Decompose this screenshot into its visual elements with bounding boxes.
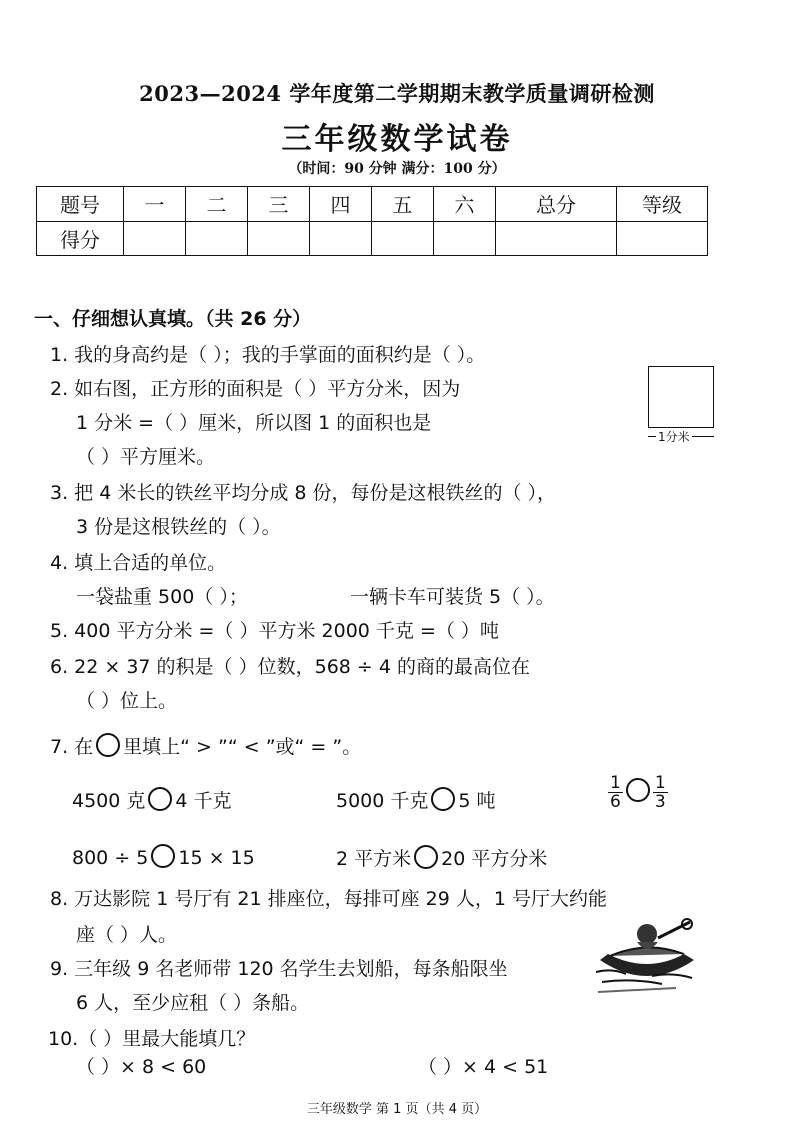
question-2-line-1: 2. 如右图，正方形的面积是（ ）平方分米，因为 — [50, 378, 461, 400]
score-header-cell: 等级 — [617, 187, 708, 222]
score-header-cell: 总分 — [495, 187, 616, 222]
page-footer: 三年级数学 第 1 页（共 4 页） — [306, 1102, 488, 1117]
question-7-lead: 7. 在 — [50, 736, 94, 758]
compare-4 — [72, 844, 255, 869]
question-6-line-1: 6. 22 × 37 的积是（ ）位数，568 ÷ 4 的商的最高位在 — [50, 656, 530, 678]
question-10-a: （ ）× 8 < 60 — [76, 1056, 207, 1078]
compare-1 — [72, 786, 232, 813]
question-9-line-1: 9. 三年级 9 名老师带 120 名学生去划船，每条船限坐 — [50, 958, 508, 980]
score-cell[interactable] — [309, 221, 371, 256]
question-8-line-1: 8. 万达影院 1 号厅有 21 排座位，每排可座 29 人，1 号厅大约能 — [50, 888, 607, 910]
score-cell[interactable] — [617, 221, 708, 256]
question-4-b: 一辆卡车可装货 5（ ）。 — [350, 586, 555, 608]
score-header-cell: 一 — [124, 187, 186, 222]
compare-left: 4500 克 — [72, 790, 146, 812]
section-title: 一、仔细想认真填。（共 26 分） — [34, 308, 312, 330]
score-row — [37, 221, 708, 256]
fraction-denominator: 6 — [610, 792, 621, 812]
question-9-line-2: 6 人，至少应租（ ）条船。 — [76, 992, 310, 1014]
compare-circle[interactable] — [151, 844, 175, 868]
compare-circle[interactable] — [626, 778, 650, 802]
compare-2 — [336, 786, 496, 813]
question-2-line-2: 1 分米 =（ ）厘米，所以图 1 的面积也是 — [76, 412, 432, 434]
exam-subtitle: 三年级数学试卷 — [281, 122, 513, 157]
compare-right: 20 平方分米 — [441, 848, 548, 870]
question-8-line-2: 座（ ）人。 — [76, 924, 178, 946]
score-header-row — [37, 187, 708, 222]
question-3-line-2: 3 份是这根铁丝的（ ）。 — [76, 516, 281, 538]
fraction-right — [653, 774, 668, 811]
score-cell[interactable] — [185, 221, 247, 256]
dimension-label: 1分米 — [658, 430, 690, 444]
fraction-denominator: 3 — [654, 792, 666, 812]
compare-5 — [336, 844, 547, 871]
score-header-cell: 二 — [185, 187, 247, 222]
score-header-cell: 题号 — [37, 187, 124, 222]
question-10-b: （ ）× 4 < 51 — [418, 1056, 549, 1078]
question-1: 1. 我的身高约是（ ）；我的手掌面的面积约是（ ）。 — [50, 344, 486, 366]
question-4: 4. 填上合适的单位。 — [50, 552, 227, 574]
score-header-cell: 五 — [371, 187, 433, 222]
score-header-cell: 六 — [433, 187, 495, 222]
compare-right: 5 吨 — [458, 790, 496, 812]
question-7 — [50, 732, 361, 759]
compare-3 — [608, 774, 668, 811]
question-5: 5. 400 平方分米 =（ ）平方米 2000 千克 =（ ）吨 — [50, 620, 499, 642]
score-header-cell: 四 — [309, 187, 371, 222]
question-10: 10.（ ）里最大能填几？ — [48, 1028, 256, 1050]
fraction-numerator: 1 — [654, 773, 666, 793]
score-cell[interactable] — [124, 221, 186, 256]
score-table — [36, 186, 708, 256]
compare-left: 5000 千克 — [336, 790, 429, 812]
rowing-boat-icon — [592, 910, 702, 1000]
exam-meta: （时间：90 分钟 满分：100 分） — [288, 161, 506, 177]
circle-icon — [96, 733, 120, 757]
compare-right: 4 千克 — [175, 790, 232, 812]
compare-circle[interactable] — [148, 787, 172, 811]
score-header-cell: 三 — [247, 187, 309, 222]
compare-circle[interactable] — [431, 787, 455, 811]
question-6-line-2: （ ）位上。 — [76, 690, 178, 712]
fraction-numerator: 1 — [610, 773, 621, 793]
compare-left: 2 平方米 — [336, 848, 412, 870]
fraction-left — [608, 774, 623, 811]
score-cell[interactable] — [433, 221, 495, 256]
compare-circle[interactable] — [414, 845, 438, 869]
square-figure — [648, 366, 714, 428]
question-3-line-1: 3. 把 4 米长的铁丝平均分成 8 份，每份是这根铁丝的（ ）， — [50, 482, 557, 504]
score-cell[interactable] — [495, 221, 616, 256]
question-4-a: 一袋盐重 500（ ）； — [76, 586, 248, 608]
exam-title: 2023—2024 学年度第二学期期末教学质量调研检测 — [139, 81, 655, 106]
score-cell[interactable] — [371, 221, 433, 256]
question-7-tail: 里填上“ > ”“ < ”或“ = ”。 — [123, 736, 362, 758]
compare-right: 15 × 15 — [178, 847, 255, 869]
score-cell[interactable] — [247, 221, 309, 256]
score-row-label: 得分 — [37, 221, 124, 256]
compare-left: 800 ÷ 5 — [72, 847, 149, 869]
question-2-line-3: （ ）平方厘米。 — [76, 446, 216, 468]
